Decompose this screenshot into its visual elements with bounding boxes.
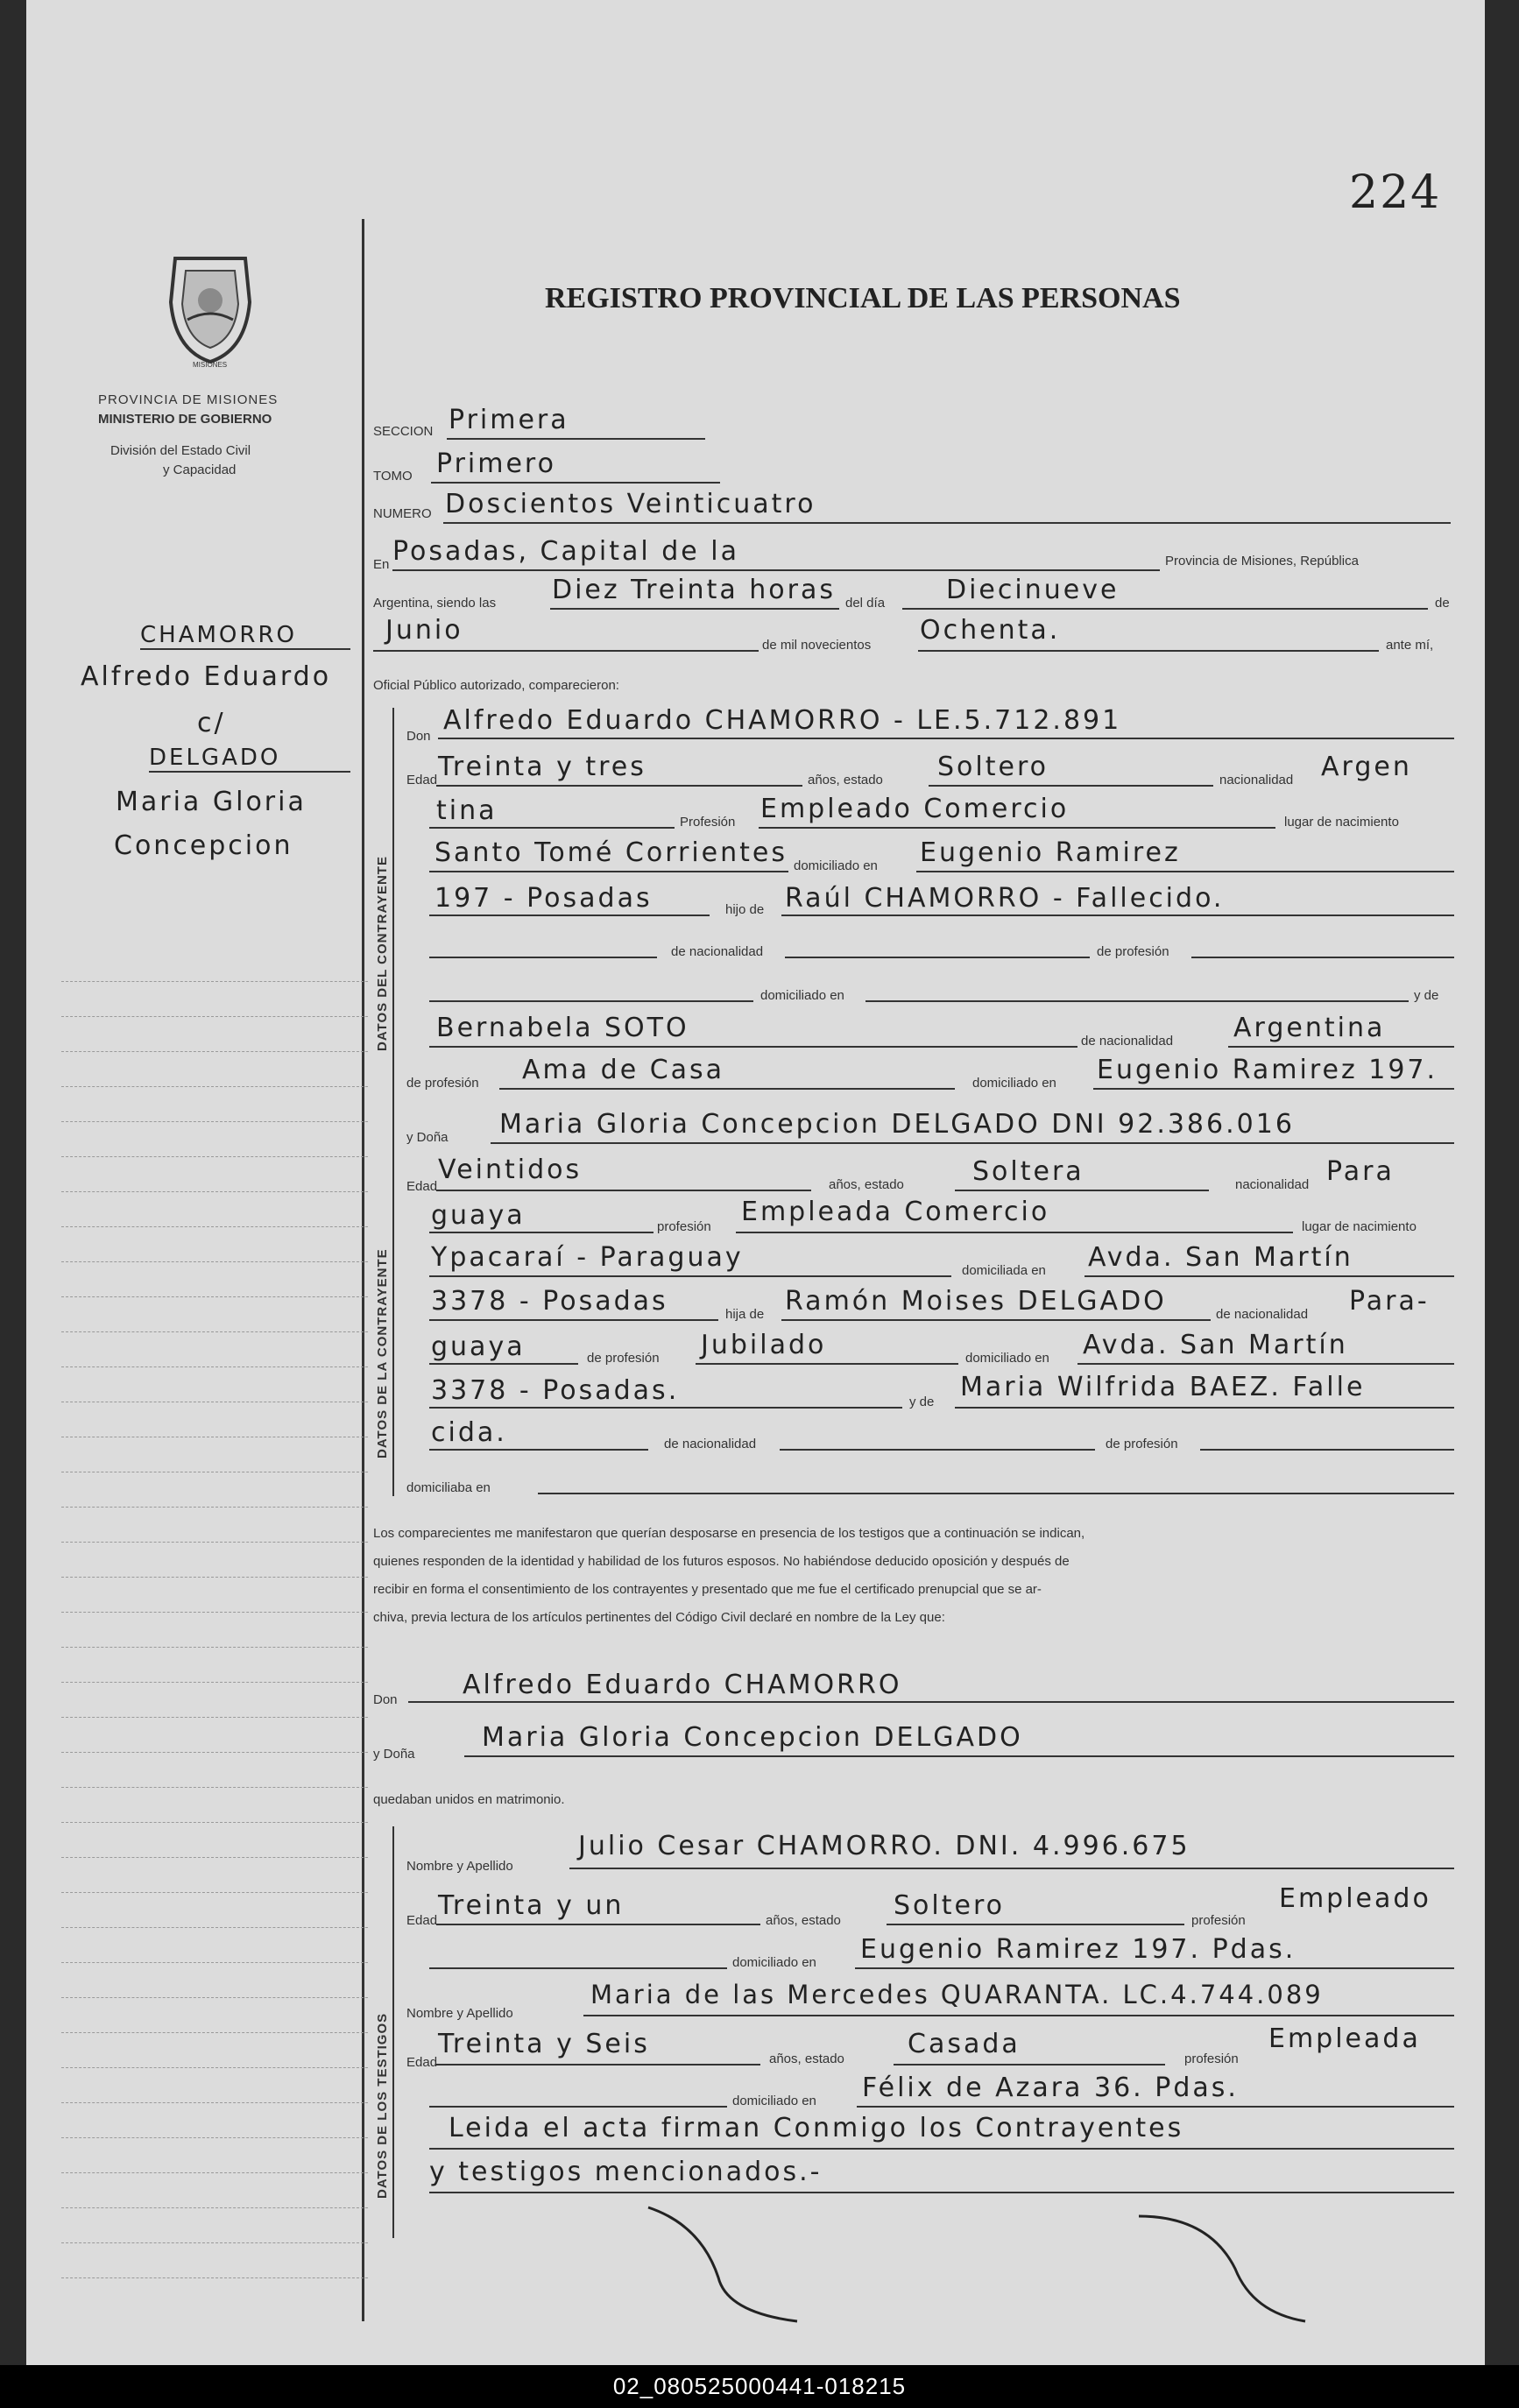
value-t1-profesion: Empleado [1279, 1883, 1431, 1914]
margin-surname-1: CHAMORRO [140, 622, 297, 648]
field-line [436, 2064, 760, 2066]
field-line [1084, 1275, 1454, 1277]
field-line [1077, 1363, 1454, 1365]
value-novio-lugar-nac: Santo Tomé Corrientes [435, 837, 788, 868]
label-edad-2: Edad [406, 1179, 438, 1194]
issuer-province: PROVINCIA DE MISIONES [98, 392, 279, 407]
label-edad-4: Edad [406, 2055, 438, 2070]
field-line [429, 1275, 951, 1277]
value-novio-edad: Treinta y tres [438, 752, 646, 782]
value-novia-profesion: Empleada Comercio [741, 1197, 1050, 1227]
label-y-de-1: y de [1414, 988, 1439, 1003]
label-anos-estado-3: años, estado [766, 1913, 841, 1928]
value-novio-madre-prof: Ama de Casa [522, 1055, 725, 1085]
field-line [438, 738, 1454, 739]
label-de-nacionalidad-3: de nacionalidad [1216, 1307, 1309, 1322]
value-t2-estado: Casada [908, 2029, 1021, 2059]
field-line [429, 957, 657, 958]
field-line [499, 1088, 955, 1090]
field-line [550, 608, 839, 610]
field-line [429, 1232, 654, 1233]
label-de-mil: de mil novecientos [762, 638, 872, 653]
provincial-seal-icon [158, 250, 263, 368]
issuer-division-1: División del Estado Civil [110, 443, 251, 458]
value-t2-profesion: Empleada [1268, 2023, 1421, 2054]
field-line [491, 1142, 1454, 1144]
field-line [464, 1755, 1454, 1757]
field-line [902, 608, 1428, 610]
value-mes: Junio [385, 615, 463, 646]
value-novio-nac-b: tina [436, 795, 498, 826]
label-don-2: Don [373, 1692, 398, 1707]
label-lugar-nac-2: lugar de nacimiento [1302, 1219, 1417, 1234]
label-tomo: TOMO [373, 469, 413, 484]
label-anos-estado-2: años, estado [829, 1177, 904, 1192]
field-line [569, 1868, 1454, 1869]
field-line [781, 1319, 1211, 1321]
label-en: En [373, 557, 390, 572]
field-line [955, 1190, 1209, 1191]
field-line [865, 1000, 1409, 1002]
field-line [429, 2106, 727, 2108]
field-line [538, 1493, 1454, 1494]
field-line [916, 871, 1454, 872]
label-nacionalidad: nacionalidad [1219, 773, 1294, 787]
value-novia-padre-prof: Jubilado [701, 1330, 827, 1360]
value-t2-nombre: Maria de las Mercedes QUARANTA. LC.4.744.089 [590, 1980, 1324, 2009]
margin-surname-2: DELGADO [149, 745, 281, 771]
label-edad-3: Edad [406, 1913, 438, 1928]
label-domiciliada-1: domiciliada en [962, 1263, 1046, 1278]
field-line [429, 914, 710, 916]
value-seccion: Primera [449, 405, 569, 435]
field-line [1093, 1088, 1454, 1090]
label-de: de [1435, 596, 1450, 611]
value-t1-domicilio: Eugenio Ramirez 197. Pdas. [860, 1934, 1296, 1965]
value-novio-madre-nac: Argentina [1233, 1013, 1386, 1043]
scan-footer [0, 2365, 1519, 2408]
field-line [855, 1967, 1454, 1969]
seal-label: MISIONES [193, 361, 228, 369]
value-t1-estado: Soltero [894, 1890, 1005, 1921]
label-seccion: SECCION [373, 424, 434, 439]
label-de-profesion-1: de profesión [1097, 944, 1169, 959]
label-domiciliado-5: domiciliado en [732, 1955, 816, 1970]
field-line [894, 2064, 1165, 2066]
field-line [857, 2106, 1454, 2108]
field-line [429, 1046, 1077, 1048]
statement-line-3: recibir en forma el consentimiento de los contrayentes y presentado que me fue el certificado prenupcial que se ar- [373, 1582, 1042, 1597]
label-ante-mi: ante mí, [1386, 638, 1434, 653]
field-line [429, 1363, 578, 1365]
field-line [436, 1190, 811, 1191]
field-line [696, 1363, 958, 1365]
label-de-profesion-4: de profesión [1106, 1437, 1178, 1451]
label-domiciliado-6: domiciliado en [732, 2094, 816, 2108]
label-lugar-nac: lugar de nacimiento [1284, 815, 1399, 830]
margin-given-2a: Maria Gloria [116, 787, 307, 817]
field-line [436, 1924, 760, 1925]
statement-line-2: quienes responden de la identidad y habilidad de los futuros esposos. No habiéndose deducido oposición y después de [373, 1554, 1070, 1569]
margin-divider [362, 219, 364, 2321]
section-label-testigos: DATOS DE LOS TESTIGOS [375, 2012, 390, 2199]
field-line [583, 2015, 1454, 2016]
field-line [1200, 1449, 1454, 1451]
value-novia-padre-dom-a: Avda. San Martín [1083, 1330, 1348, 1360]
field-line [1228, 1046, 1454, 1048]
scan-id: 02_080525000441-018215 [612, 2373, 907, 2399]
field-line [1191, 957, 1454, 958]
signature-mark-1 [622, 2190, 850, 2330]
value-tomo: Primero [436, 448, 556, 479]
section-label-contrayente: DATOS DEL CONTRAYENTE [375, 856, 390, 1051]
value-esposa: Maria Gloria Concepcion DELGADO [482, 1722, 1023, 1753]
value-anio: Ochenta. [920, 615, 1061, 646]
label-y-dona: y Doña [406, 1130, 449, 1145]
value-novio-nombre: Alfredo Eduardo CHAMORRO - LE.5.712.891 [443, 705, 1122, 736]
margin-given-1: Alfredo Eduardo [81, 661, 332, 692]
field-line [429, 1000, 753, 1002]
label-domiciliado-4: domiciliado en [965, 1351, 1049, 1366]
party-divider [392, 708, 394, 1496]
witness-divider [392, 1826, 394, 2238]
margin-given-2b: Concepcion [114, 830, 293, 861]
value-novia-madre-a: Maria Wilfrida BAEZ. Falle [960, 1372, 1366, 1402]
value-novia-estado: Soltera [972, 1156, 1084, 1187]
label-nombre-apellido-2: Nombre y Apellido [406, 2006, 513, 2021]
value-novio-madre-dom: Eugenio Ramirez 197. [1097, 1055, 1438, 1085]
field-line [781, 914, 1454, 916]
value-t1-nombre: Julio Cesar CHAMORRO. DNI. 4.996.675 [578, 1831, 1190, 1861]
label-de-nacionalidad-1: de nacionalidad [671, 944, 764, 959]
value-novia-padre-dom-b: 3378 - Posadas. [431, 1375, 680, 1406]
value-hora: Diez Treinta horas [552, 575, 836, 605]
margin-line [149, 771, 350, 773]
field-line [429, 1407, 902, 1409]
label-anos-estado: años, estado [808, 773, 883, 787]
field-line [429, 871, 788, 872]
field-line [785, 957, 1090, 958]
value-esposo: Alfredo Eduardo CHAMORRO [463, 1670, 902, 1700]
value-novio-profesion: Empleado Comercio [760, 794, 1070, 824]
field-line [429, 1319, 718, 1321]
statement-line-4: chiva, previa lectura de los artículos pertinentes del Código Civil declaré en nombre de la Ley que: [373, 1610, 945, 1625]
value-novia-nac-a: Para [1326, 1156, 1395, 1187]
label-hija-de: hija de [725, 1307, 765, 1322]
label-nombre-apellido-1: Nombre y Apellido [406, 1859, 513, 1874]
label-don: Don [406, 729, 431, 744]
field-line [918, 650, 1379, 652]
label-quedaban: quedaban unidos en matrimonio. [373, 1792, 565, 1807]
label-domiciliaba-en: domiciliaba en [406, 1480, 491, 1495]
value-t2-edad: Treinta y Seis [438, 2029, 650, 2059]
label-de-nacionalidad-2: de nacionalidad [1081, 1034, 1174, 1049]
margin-connector: c/ [197, 708, 226, 738]
closing-line-1: Leida el acta firman Conmigo los Contrayentes [449, 2113, 1184, 2143]
field-line [429, 1449, 648, 1451]
field-line [955, 1407, 1454, 1409]
signature-mark-2 [1113, 2190, 1340, 2330]
label-provincia: Provincia de Misiones, República [1165, 554, 1359, 568]
field-line [436, 785, 802, 787]
field-line [429, 827, 675, 829]
field-line [443, 522, 1451, 524]
issuer-ministry: MINISTERIO DE GOBIERNO [98, 412, 272, 427]
value-novio-madre: Bernabela SOTO [436, 1013, 689, 1043]
value-novio-nac-a: Argen [1321, 752, 1412, 782]
value-novia-padre: Ramón Moises DELGADO [785, 1286, 1167, 1317]
value-t2-domicilio: Félix de Azara 36. Pdas. [862, 2073, 1239, 2103]
label-y-de-2: y de [909, 1395, 935, 1409]
label-de-profesion-2: de profesión [406, 1076, 479, 1091]
label-profesion-4: profesión [1184, 2051, 1239, 2066]
document-title: REGISTRO PROVINCIAL DE LAS PERSONAS [545, 282, 1181, 314]
label-de-profesion-3: de profesión [587, 1351, 660, 1366]
field-line [447, 438, 705, 440]
label-profesion: Profesión [680, 815, 736, 830]
issuer-division-2: y Capacidad [163, 463, 237, 477]
page-number: 224 [1349, 166, 1442, 219]
value-novio-estado: Soltero [937, 752, 1049, 782]
field-line [392, 569, 1160, 571]
value-novia-madre-b: cida. [431, 1417, 507, 1448]
value-dia: Diecinueve [946, 575, 1120, 605]
document-page [26, 0, 1485, 2365]
label-profesion-2: profesión [657, 1219, 711, 1234]
value-novia-dom-b: 3378 - Posadas [431, 1286, 668, 1317]
statement-line-1: Los comparecientes me manifestaron que querían desposarse en presencia de los testigos que a continuación se indican, [373, 1526, 1085, 1541]
value-novio-padre: Raúl CHAMORRO - Fallecido. [785, 883, 1225, 914]
value-numero: Doscientos Veinticuatro [445, 489, 816, 519]
label-argentina: Argentina, siendo las [373, 596, 497, 611]
field-line [431, 482, 720, 484]
field-line [759, 827, 1275, 829]
margin-line [140, 648, 350, 650]
value-novia-dom-a: Avda. San Martín [1088, 1242, 1353, 1273]
label-anos-estado-4: años, estado [769, 2051, 844, 2066]
field-line [887, 1924, 1184, 1925]
field-line [373, 650, 759, 652]
field-line [429, 2148, 1454, 2150]
label-de-nacionalidad-4: de nacionalidad [664, 1437, 757, 1451]
value-lugar: Posadas, Capital de la [392, 536, 739, 567]
value-novio-dom-b: 197 - Posadas [435, 883, 653, 914]
value-novia-padre-nac-a: Para- [1349, 1286, 1430, 1317]
label-y-dona-2: y Doña [373, 1747, 415, 1762]
label-domiciliado-2: domiciliado en [760, 988, 844, 1003]
value-novia-padre-nac-b: guaya [431, 1331, 526, 1362]
label-del-dia: del día [845, 596, 886, 611]
label-domiciliado-1: domiciliado en [794, 858, 878, 873]
field-line [929, 785, 1213, 787]
value-novia-nac-b: guaya [431, 1200, 526, 1231]
value-novia-lugar-nac: Ypacaraí - Paraguay [431, 1242, 744, 1273]
value-novia-nombre: Maria Gloria Concepcion DELGADO DNI 92.386.016 [499, 1109, 1295, 1140]
field-line [408, 1701, 1454, 1703]
label-domiciliado-3: domiciliado en [972, 1076, 1056, 1091]
label-numero: NUMERO [373, 506, 432, 521]
value-novia-edad: Veintidos [438, 1155, 583, 1185]
field-line [736, 1232, 1293, 1233]
label-oficial: Oficial Público autorizado, comparecieron: [373, 678, 619, 693]
label-hijo-de: hijo de [725, 902, 765, 917]
label-nacionalidad-2: nacionalidad [1235, 1177, 1310, 1192]
value-t1-edad: Treinta y un [438, 1890, 625, 1921]
label-profesion-3: profesión [1191, 1913, 1246, 1928]
field-line [429, 1967, 727, 1969]
closing-line-2: y testigos mencionados.- [429, 2157, 823, 2187]
value-novio-dom-a: Eugenio Ramirez [920, 837, 1181, 868]
label-edad: Edad [406, 773, 438, 787]
field-line [780, 1449, 1095, 1451]
section-label-contrayente-f: DATOS DE LA CONTRAYENTE [375, 1248, 390, 1458]
